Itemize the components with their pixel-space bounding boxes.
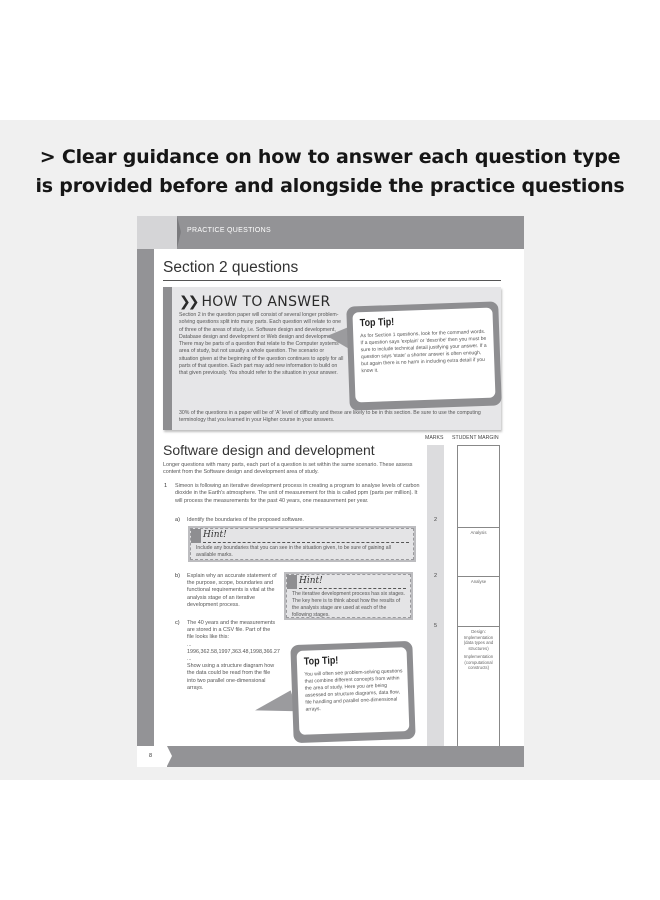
part-c-label: c)	[175, 620, 180, 626]
hint-1-body: Include any boundaries that you can see in the situation given, to be sure of gaining all available marks.	[196, 545, 391, 558]
question-text: Simeon is following an iterative development process in creating a program to analyse levels of carbon dioxide in the Earth's atmosphere. The unit of measurement for this is called ppm (parts per million). It will process the measurements for the past 40 years, one measurement per year.	[175, 483, 420, 504]
header-chevron-shadow-icon	[177, 216, 181, 248]
hint-2-body: The iterative development process has six stages. The key here is to think about how the results of the analysis stage are used at each of the following stages.	[292, 591, 405, 618]
top-tip-2-title: Top Tip!	[303, 654, 339, 668]
hint-rule	[299, 588, 406, 589]
part-c-text-1: The 40 years and the measurements are stored in a CSV file. Part of the file looks like this:	[187, 620, 276, 641]
hint-2-title: Hint!	[299, 576, 323, 586]
marks-a: 2	[433, 517, 438, 523]
margin-divider	[458, 576, 499, 577]
margin-note-c: Design: Implementation (data types and structures)	[463, 629, 494, 651]
how-to-answer-bar	[163, 287, 172, 430]
top-tip-2	[290, 641, 415, 743]
top-tip-2-tail	[253, 690, 298, 723]
marks-c: 5	[433, 623, 438, 629]
hint-2	[286, 574, 411, 618]
margin-divider	[458, 527, 499, 528]
part-c-data-sample: ... 1996,362.58,1997,363.48,1998,366.27 ...	[187, 641, 280, 663]
part-b-label: b)	[175, 573, 180, 579]
part-a-text: Identify the boundaries of the proposed software.	[187, 517, 304, 523]
marks-b: 2	[433, 573, 438, 579]
hint-1-title: Hint!	[203, 530, 227, 540]
section-title: Section 2 questions	[163, 259, 299, 276]
sdd-intro: Longer questions with many parts, each part of a question is set within the same scenario. These assess content from the Software design and development area of study.	[163, 462, 413, 476]
hint-1	[190, 528, 414, 560]
how-to-answer-heading: HOW TO ANSWER	[201, 294, 331, 310]
hint-flag-icon	[287, 575, 297, 589]
footer-chevron-icon	[167, 746, 172, 766]
part-b-text: Explain why an accurate statement of the purpose, scope, boundaries and functional requirements is vital at the analysis stage of an iterative development process.	[187, 573, 277, 608]
top-tip-2-card	[297, 647, 410, 735]
part-c-text	[187, 620, 280, 692]
left-rail	[137, 249, 154, 746]
top-tip-1	[346, 301, 502, 410]
marks-header: MARKS	[425, 435, 444, 441]
header-tab	[137, 216, 177, 249]
hint-flag-icon	[191, 529, 201, 543]
part-c-text-2: Show using a structure diagram how the data could be read from the file into two parallel one-dimensional arrays.	[187, 663, 275, 691]
how-to-answer-title	[179, 294, 331, 310]
hint-rule	[203, 542, 409, 543]
page-number: 8	[149, 753, 153, 759]
student-margin-column	[457, 445, 500, 758]
double-chevron-icon: ❯❯	[179, 294, 197, 310]
marks-column	[427, 445, 444, 758]
caption-line-2: is provided before and alongside the practice questions	[35, 175, 625, 197]
header-label: PRACTICE QUESTIONS	[187, 227, 271, 234]
top-tip-1-title: Top Tip!	[359, 316, 395, 330]
top-tip-1-card	[352, 308, 495, 403]
student-margin-header: STUDENT MARGIN	[452, 435, 499, 441]
margin-note-c2: Implementation (computational constructs)	[463, 654, 494, 670]
top-tip-1-body: As for Section 1 questions, look for the command words. If a question says 'explain' or 'describe' then you must be sure to include technical detail justifying your answer. If a question says 'state' a shorter answer is often enough, but again there is no harm in including extra detail if you know it.	[360, 328, 487, 375]
margin-note-b: Analyse	[470, 579, 487, 584]
margin-note-a: Analysis	[470, 530, 487, 535]
how-to-answer-footer: 30% of the questions in a paper will be of 'A' level of difficulty and these are likely to be in this section. Be sure to use the computing terminology that you learned in your Higher course in your answers.	[179, 410, 481, 424]
book-page	[137, 216, 524, 767]
margin-divider	[458, 626, 499, 627]
caption	[0, 143, 660, 201]
caption-line-1: > Clear guidance on how to answer each question type	[39, 146, 621, 168]
top-tip-2-body: You will often see problem-solving questions that combine different concepts from within the area of study. Here you are being assessed on structure diagrams, data flow, file handling and parallel one-dimensional arrays.	[304, 668, 403, 713]
part-a-label: a)	[175, 517, 180, 523]
how-to-answer-body: Section 2 in the question paper will consist of several longer problem-solving questions split into many parts. Each question will relate to one of three of the areas of study, i.e. Software design and development, Database design and development or Web design and development. There may be parts of a question that relate to the Computer systems area of study, but not usually a whole question. The scenario or situation given at the beginning of the question continues to apply for all parts of that question. Each part may add new information to build on that given previously. You should refer to the situation in your answer.	[179, 312, 344, 377]
section-rule	[163, 280, 501, 281]
sdd-title: Software design and development	[163, 442, 375, 458]
page-footer	[137, 746, 524, 767]
question-number: 1	[164, 483, 168, 489]
